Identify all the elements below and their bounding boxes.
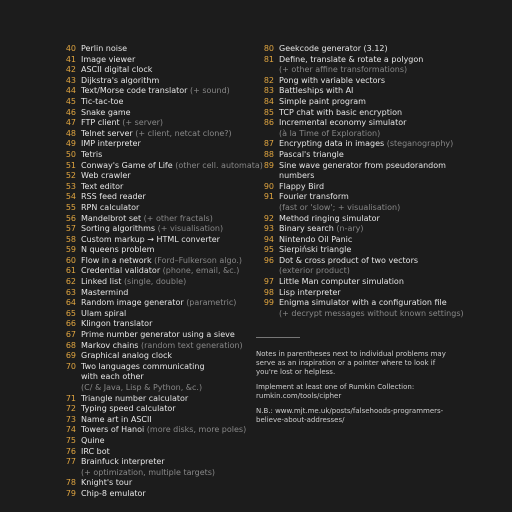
problem-number: 52 xyxy=(65,171,76,181)
problem-item xyxy=(256,150,448,161)
problem-number: 54 xyxy=(65,192,76,202)
problem-note-continued: (fast or 'slow'; + visualisation) xyxy=(279,202,401,212)
problem-number: 57 xyxy=(65,224,76,234)
problem-item xyxy=(256,55,448,66)
problem-item xyxy=(58,404,256,415)
problem-title: Text/Morse code translator xyxy=(81,86,188,96)
problem-title-continued: with each other xyxy=(81,372,144,382)
problem-title: Dot & cross product of two vectors xyxy=(279,255,419,265)
problem-number: 66 xyxy=(65,319,76,329)
problem-title: N queens problem xyxy=(81,245,155,255)
problem-number: 75 xyxy=(65,435,76,445)
problem-number: 69 xyxy=(65,351,76,361)
problem-item xyxy=(256,256,448,267)
problem-number: 77 xyxy=(65,457,76,467)
problem-number: 56 xyxy=(65,213,76,223)
problem-number: 58 xyxy=(65,234,76,244)
problem-title: Markov chains xyxy=(81,340,139,350)
problem-item xyxy=(256,76,448,87)
problem-item xyxy=(58,245,256,256)
problem-title: Ulam spiral xyxy=(81,308,127,318)
problem-title: Geekcode generator (3.12) xyxy=(279,44,388,53)
problem-number: 40 xyxy=(65,44,76,53)
problem-title: Quine xyxy=(81,435,105,445)
problem-list-80-99 xyxy=(256,44,464,425)
problem-item xyxy=(58,224,256,235)
problem-item xyxy=(58,65,256,76)
problem-note-continued: (exterior product) xyxy=(279,266,350,276)
problem-item xyxy=(58,97,256,108)
problem-note: (+ visualisation) xyxy=(157,224,224,234)
problem-title: FTP client xyxy=(81,118,120,128)
problem-note-continued: (+ decrypt messages without known settings) xyxy=(279,308,464,318)
problem-number: 63 xyxy=(65,287,76,297)
problem-number: 59 xyxy=(65,245,76,255)
problem-number: 97 xyxy=(263,277,274,287)
problem-item xyxy=(58,214,256,225)
problem-number: 64 xyxy=(65,298,76,308)
problem-title: Flappy Bird xyxy=(279,181,325,191)
problem-title: Text editor xyxy=(81,181,124,191)
problem-item xyxy=(58,118,256,129)
problem-title: Lisp interpreter xyxy=(279,287,341,297)
problem-item xyxy=(58,266,256,277)
problem-title: Incremental economy simulator xyxy=(279,118,407,128)
problem-title: Encrypting data in images xyxy=(279,139,385,149)
problem-note-continued: (+ other affine transformations) xyxy=(279,65,408,75)
problem-number: 89 xyxy=(263,160,274,170)
problem-item xyxy=(256,245,448,256)
problem-title: Pascal's triangle xyxy=(279,149,344,159)
problem-item xyxy=(58,44,256,55)
problem-title: Web crawler xyxy=(81,171,131,181)
problem-number: 42 xyxy=(65,65,76,75)
problem-item xyxy=(58,171,256,182)
problem-item xyxy=(58,203,256,214)
problem-item xyxy=(58,319,256,330)
problem-number: 48 xyxy=(65,128,76,138)
problem-note: (+ other fractals) xyxy=(143,213,213,223)
problem-note: (random text generation) xyxy=(141,340,243,350)
problem-item xyxy=(58,86,256,97)
problem-title: RSS feed reader xyxy=(81,192,146,202)
problem-item xyxy=(256,118,448,129)
problem-number: 86 xyxy=(263,118,274,128)
problem-title: Telnet server xyxy=(81,128,133,138)
problem-number: 49 xyxy=(65,139,76,149)
problem-item xyxy=(256,277,448,288)
problem-title: Pong with variable vectors xyxy=(279,75,385,85)
notes-paragraph-3: N.B.: www.mjt.me.uk/posts/falsehoods-programmers-believe-about-addresses/ xyxy=(256,407,444,425)
problem-note: (n-ary) xyxy=(336,224,364,234)
problem-item xyxy=(58,298,256,309)
problem-number: 46 xyxy=(65,107,76,117)
problem-number: 70 xyxy=(65,361,76,371)
problem-item xyxy=(58,425,256,436)
problem-title: Custom markup → HTML converter xyxy=(81,234,220,244)
problem-item xyxy=(58,351,256,362)
problem-title: Tic-tac-toe xyxy=(81,96,124,106)
problem-title: Klingon translator xyxy=(81,319,153,329)
problem-number: 90 xyxy=(263,181,274,191)
problem-title: Snake game xyxy=(81,107,131,117)
problem-number: 95 xyxy=(263,245,274,255)
problem-number: 84 xyxy=(263,96,274,106)
problem-number: 44 xyxy=(65,86,76,96)
problem-title: Two languages communicating xyxy=(81,361,205,371)
problem-item xyxy=(58,108,256,119)
problem-title: Method ringing simulator xyxy=(279,213,380,223)
problem-item xyxy=(256,44,448,55)
problem-item xyxy=(256,108,448,119)
problem-title: Graphical analog clock xyxy=(81,351,172,361)
problem-number: 74 xyxy=(65,425,76,435)
problem-number: 94 xyxy=(263,234,274,244)
problem-title: Enigma simulator with a configuration file xyxy=(279,298,447,308)
problem-title: Random image generator xyxy=(81,298,184,308)
problem-number: 71 xyxy=(65,393,76,403)
problem-title: Mastermind xyxy=(81,287,129,297)
problem-number: 73 xyxy=(65,414,76,424)
problem-title: ASCII digital clock xyxy=(81,65,153,75)
problem-number: 93 xyxy=(263,224,274,234)
problem-item xyxy=(256,139,454,150)
problem-title-continued: numbers xyxy=(279,171,315,181)
problem-item xyxy=(58,256,256,267)
problem-number: 85 xyxy=(263,107,274,117)
problem-number: 68 xyxy=(65,340,76,350)
problem-title: Flow in a network xyxy=(81,255,152,265)
problem-number: 87 xyxy=(263,139,274,149)
problem-number: 41 xyxy=(65,54,76,64)
problem-title: Image viewer xyxy=(81,54,136,64)
problem-item xyxy=(256,97,448,108)
problem-item xyxy=(256,235,448,246)
problem-title: Triangle number calculator xyxy=(81,393,189,403)
problem-number: 65 xyxy=(65,308,76,318)
problem-note-continued: (+ optimization, multiple targets) xyxy=(81,467,216,477)
problem-item xyxy=(256,298,448,309)
problem-number: 78 xyxy=(65,478,76,488)
problem-title: IRC bot xyxy=(81,446,110,456)
problem-number: 55 xyxy=(65,202,76,212)
problem-item xyxy=(256,224,448,235)
problem-number: 99 xyxy=(263,298,274,308)
problem-item xyxy=(58,457,256,468)
problem-note: (parametric) xyxy=(186,298,237,308)
problem-note: (more disks, more poles) xyxy=(146,425,247,435)
problem-title: Little Man computer simulation xyxy=(279,277,404,287)
problem-number: 60 xyxy=(65,255,76,265)
problem-number: 79 xyxy=(65,488,76,498)
problem-number: 82 xyxy=(263,75,274,85)
problem-number: 67 xyxy=(65,330,76,340)
problem-note: (other cell. automata) xyxy=(175,160,263,170)
problem-title: Chip-8 emulator xyxy=(81,488,146,498)
problem-note: (single, double) xyxy=(123,277,187,287)
problem-list-40-79 xyxy=(58,44,263,500)
problem-item xyxy=(58,288,256,299)
problem-title: Battleships with AI xyxy=(279,86,354,96)
problem-list-80-99-items xyxy=(256,44,464,319)
problem-item xyxy=(58,489,256,500)
notes-paragraph-2: Implement at least one of Rumkin Collection: rumkin.com/tools/cipher xyxy=(256,383,415,401)
problem-title: Nintendo Oil Panic xyxy=(279,234,353,244)
problem-title: Credential validator xyxy=(81,266,161,276)
problem-title: Conway's Game of Life xyxy=(81,160,173,170)
problem-item xyxy=(58,309,256,320)
problem-item xyxy=(58,192,256,203)
problem-title: Sorting algorithms xyxy=(81,224,156,234)
problem-item xyxy=(58,277,256,288)
problem-item xyxy=(58,436,256,447)
problem-item xyxy=(58,330,256,341)
problem-item xyxy=(256,182,448,193)
problem-title: Typing speed calculator xyxy=(81,404,176,414)
problem-number: 83 xyxy=(263,86,274,96)
problem-item xyxy=(58,235,256,246)
problem-note: (steganography) xyxy=(386,139,454,149)
problem-title: Simple paint program xyxy=(279,96,366,106)
problem-number: 61 xyxy=(65,266,76,276)
problem-title: Fourier transform xyxy=(279,192,349,202)
problem-number: 43 xyxy=(65,75,76,85)
problem-title: Define, translate & rotate a polygon xyxy=(279,54,424,64)
problem-number: 92 xyxy=(263,213,274,223)
problem-title: Name art in ASCII xyxy=(81,414,152,424)
problem-title: Binary search xyxy=(279,224,334,234)
problem-item xyxy=(256,192,448,203)
problem-note: (+ server) xyxy=(122,118,164,128)
problem-item xyxy=(58,55,256,66)
problem-item xyxy=(256,214,448,225)
problem-number: 96 xyxy=(263,255,274,265)
problem-title: Linked list xyxy=(81,277,122,287)
problem-number: 76 xyxy=(65,446,76,456)
problem-note-continued: (à la Time of Exploration) xyxy=(279,128,381,138)
problem-number: 53 xyxy=(65,181,76,191)
problem-title: Sine wave generator from pseudorandom xyxy=(279,160,446,170)
problem-item xyxy=(256,288,448,299)
problem-item xyxy=(58,76,256,87)
problem-note: (+ client, netcat clone?) xyxy=(135,128,232,138)
problem-number: 45 xyxy=(65,96,76,106)
problem-title: Towers of Hanoi xyxy=(81,425,145,435)
notes-divider xyxy=(256,337,300,338)
problem-item xyxy=(58,415,256,426)
problem-number: 88 xyxy=(263,149,274,159)
problem-number: 62 xyxy=(65,277,76,287)
problem-item xyxy=(58,129,256,140)
problem-title: Sierpiński triangle xyxy=(279,245,352,255)
problem-number: 51 xyxy=(65,160,76,170)
problem-item xyxy=(58,478,256,489)
problem-number: 80 xyxy=(263,44,274,53)
problem-number: 91 xyxy=(263,192,274,202)
problem-title: Perlin noise xyxy=(81,44,128,53)
notes-paragraph-1: Notes in parentheses next to individual problems may serve as an inspiration or a pointer where to look if you're lost or helpless. xyxy=(256,350,446,377)
problem-title: Knight's tour xyxy=(81,478,133,488)
problem-item xyxy=(58,160,263,172)
problem-number: 72 xyxy=(65,404,76,414)
problem-title: IMP interpreter xyxy=(81,139,141,149)
problem-item xyxy=(58,341,256,352)
problem-title: Prime number generator using a sieve xyxy=(81,330,235,340)
problem-item xyxy=(58,394,256,405)
problem-note: (phone, email, &c.) xyxy=(162,266,240,276)
problem-item xyxy=(256,161,448,172)
problem-item xyxy=(58,150,256,161)
problem-number: 81 xyxy=(263,54,274,64)
problem-number: 98 xyxy=(263,287,274,297)
problem-number: 47 xyxy=(65,118,76,128)
problem-item xyxy=(58,362,256,373)
problem-title: Brainfuck interpreter xyxy=(81,457,165,467)
problem-title: TCP chat with basic encryption xyxy=(279,107,403,117)
problem-title: RPN calculator xyxy=(81,202,140,212)
problem-note: (Ford–Fulkerson algo.) xyxy=(154,255,242,265)
problem-item xyxy=(58,182,256,193)
problem-item xyxy=(58,139,256,150)
problem-title: Mandelbrot set xyxy=(81,213,142,223)
problem-title: Tetris xyxy=(81,149,103,159)
problem-note-continued: (C/ & Java, Lisp & Python, &c.) xyxy=(81,383,203,392)
problem-title: Dijkstra's algorithm xyxy=(81,75,160,85)
problem-number: 50 xyxy=(65,149,76,159)
problem-note: (+ sound) xyxy=(190,86,230,96)
problem-item xyxy=(256,86,448,97)
problem-item xyxy=(58,447,256,458)
